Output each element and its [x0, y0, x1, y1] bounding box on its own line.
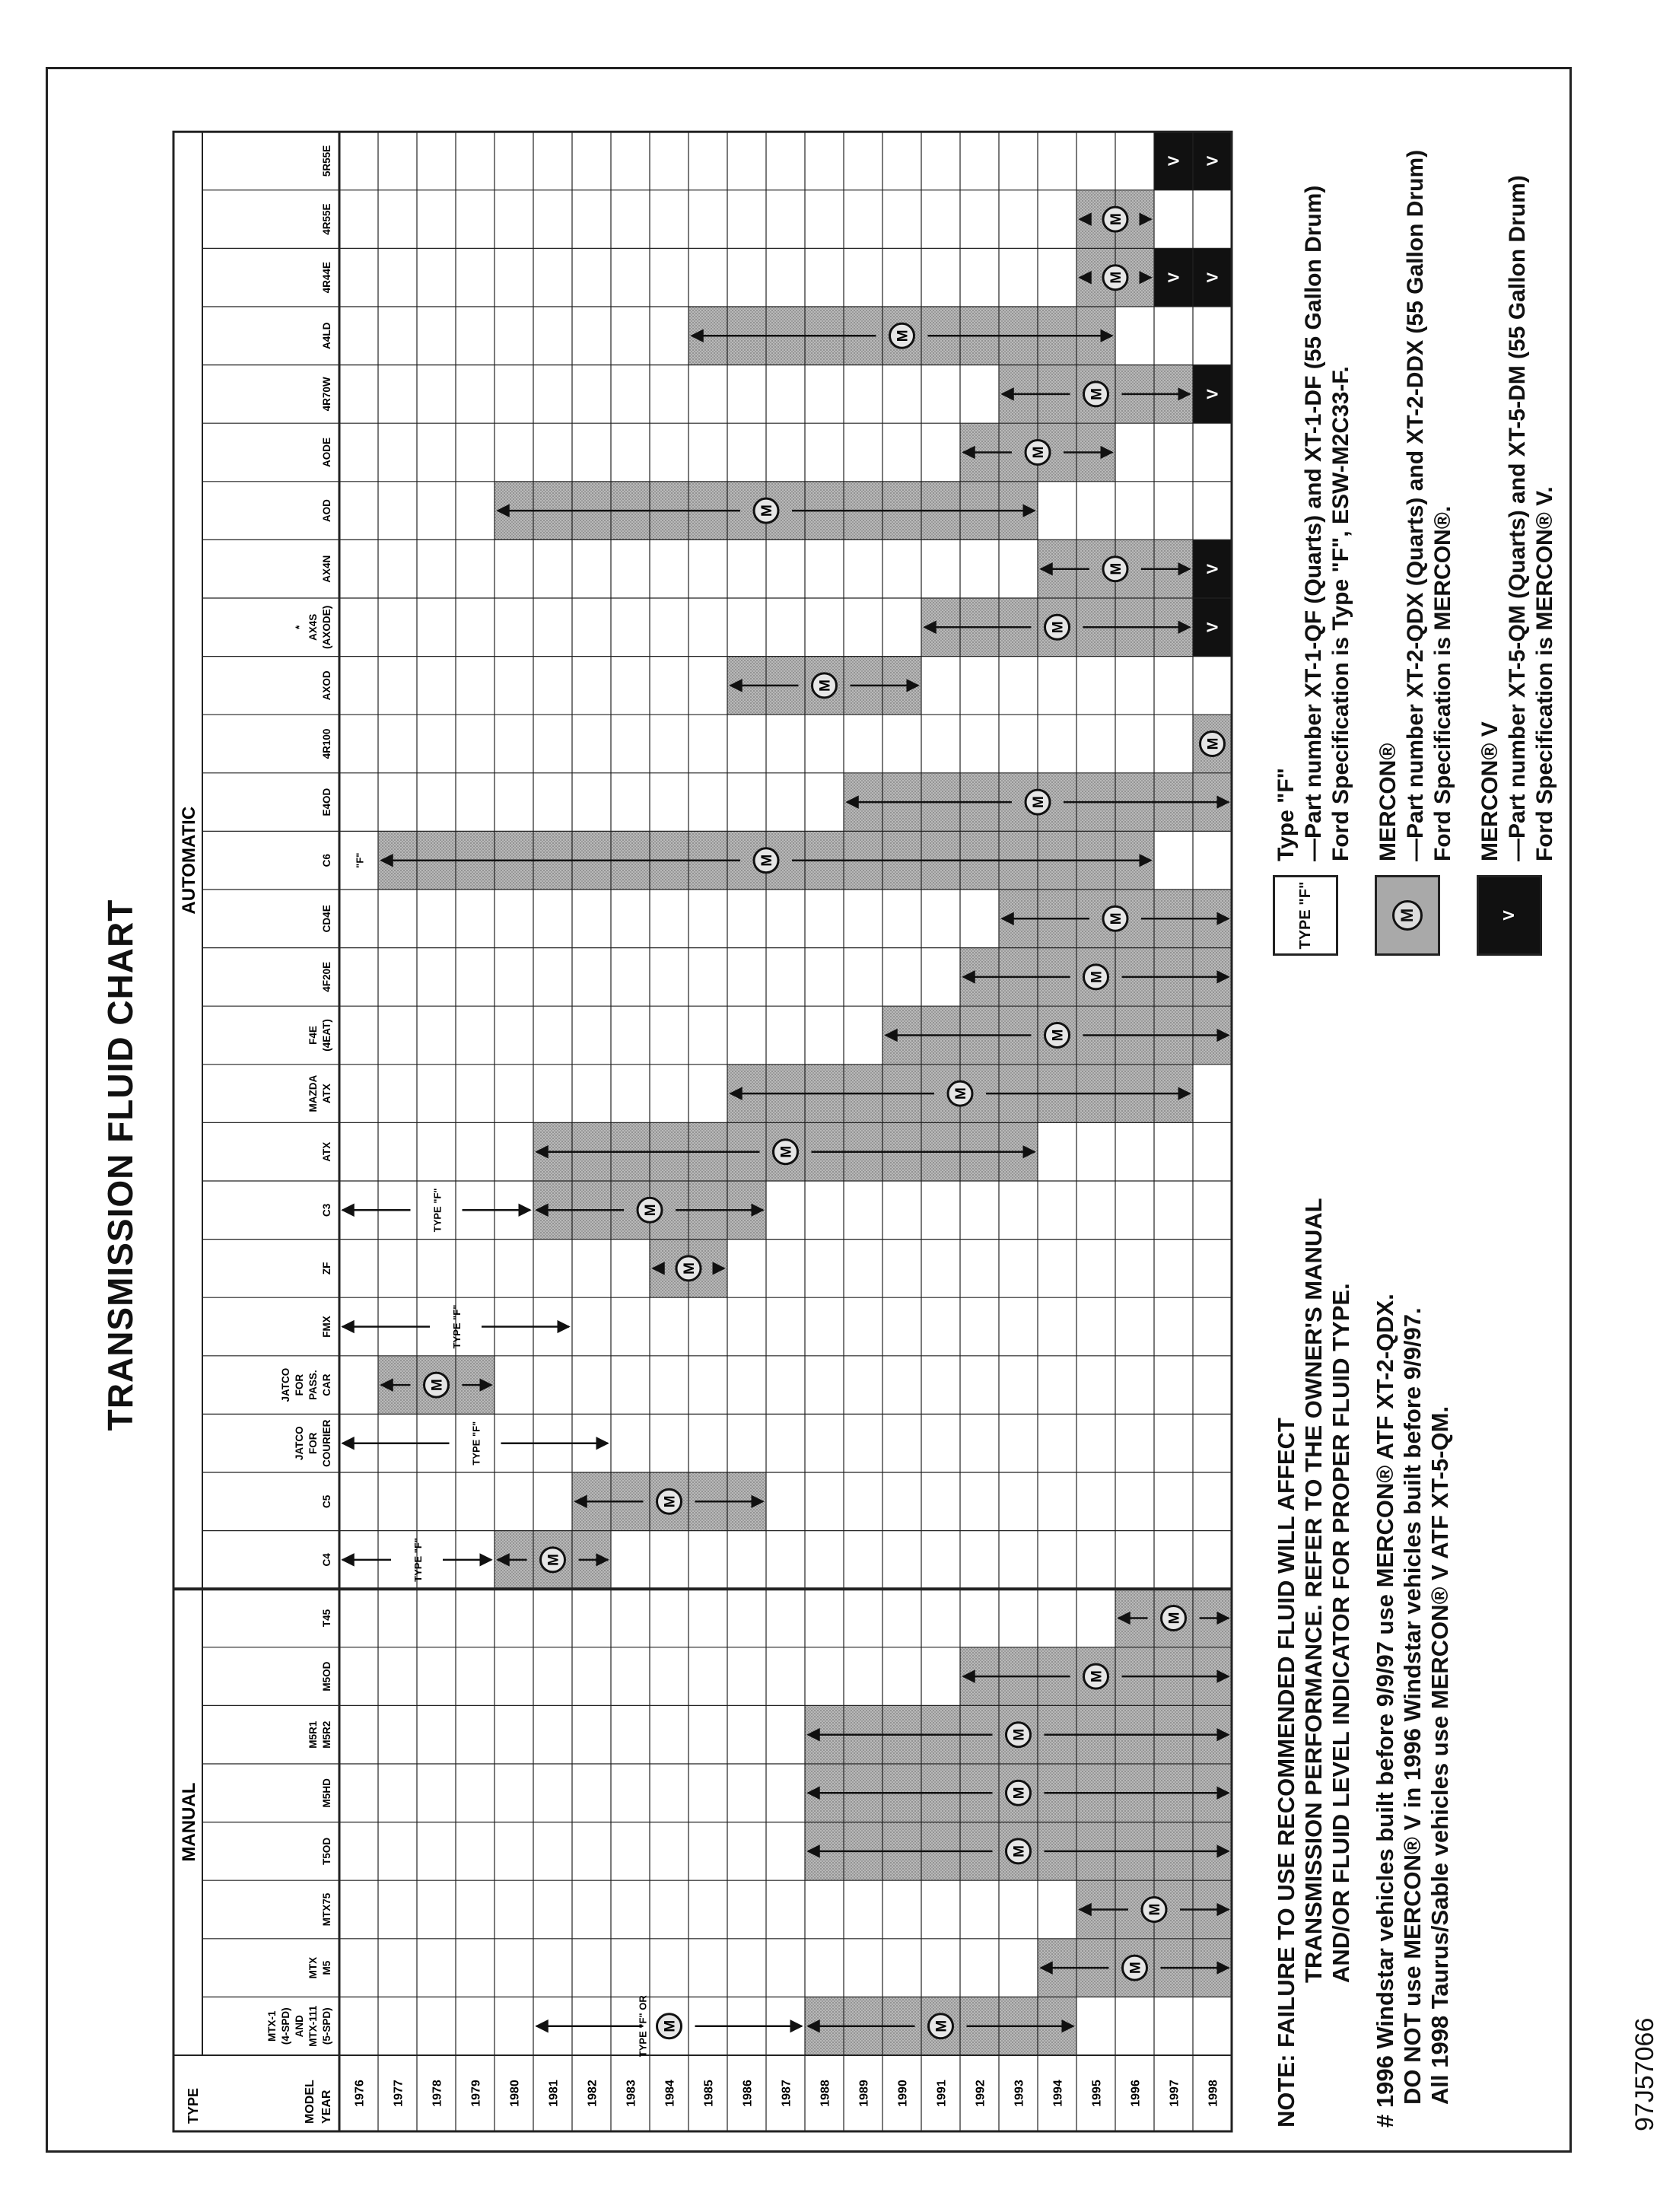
legend-description: —Part number XT-2-QDX (Quarts) and XT-2-DDX (55 Gallon Drum) Ford Specification is MERCON®.	[1403, 149, 1455, 861]
column-header-5: M5R2	[321, 1720, 332, 1749]
header-model-label: MODEL	[304, 2080, 316, 2124]
mercon-v-marker: V	[1204, 389, 1222, 399]
year-label: 1985	[702, 2080, 716, 2107]
legend-heading: Type "F"	[1274, 768, 1299, 861]
legend-heading: MERCON®	[1375, 743, 1401, 861]
column-header-0: (4-SPD)	[280, 2007, 291, 2045]
mercon-marker: M	[1050, 621, 1067, 634]
column-header-12: FMX	[321, 1316, 332, 1338]
column-header-1: MTX	[307, 1956, 319, 1979]
legend-heading: MERCON® V	[1477, 721, 1503, 861]
mercon-marker: M	[1011, 1787, 1028, 1800]
notes-block	[1273, 971, 1454, 2128]
year-label: 1991	[935, 2080, 949, 2107]
year-label: 1977	[392, 2080, 405, 2107]
year-label: 1982	[586, 2080, 599, 2107]
mercon-marker: M	[759, 504, 775, 517]
chart-frame	[46, 67, 1659, 2153]
mercon-marker: M	[817, 679, 834, 692]
column-header-24: (AXODE)	[321, 605, 332, 649]
column-header-11: FOR	[294, 1373, 305, 1396]
column-header-18: 4F20E	[321, 962, 332, 992]
mercon-marker: M	[1108, 562, 1124, 575]
note-line: AND/OR FLUID LEVEL INDICATOR FOR PROPER FLUID TYPE.	[1328, 1283, 1354, 1983]
year-label: 1978	[431, 2080, 444, 2107]
year-label: 1998	[1207, 2080, 1220, 2107]
type-f-marker: TYPE "F"	[470, 1421, 482, 1466]
mercon-marker: M	[1089, 970, 1105, 983]
column-header-11: JATCO	[280, 1367, 291, 1402]
type-f-marker: "F"	[354, 852, 366, 868]
column-header-16: MAZDA	[307, 1074, 319, 1112]
legend-mercon-v	[1477, 134, 1559, 956]
mercon-v-marker: V	[1165, 272, 1183, 283]
year-label: 1989	[857, 2080, 871, 2107]
legend-type-f	[1273, 134, 1355, 956]
year-label: 1993	[1013, 2080, 1026, 2107]
mercon-marker: M	[545, 1553, 562, 1566]
column-header-10: FOR	[307, 1432, 319, 1454]
mercon-marker: M	[1031, 446, 1047, 459]
footnote-line: All 1998 Taurus/Sable vehicles use MERCON® V ATF XT-5-QM.	[1426, 1405, 1453, 2105]
footnote-line: # 1996 Windstar vehicles built before 9/9/97 use MERCON® ATF XT-2-QDX.	[1372, 1294, 1398, 2128]
column-header-22: 4R100	[321, 728, 332, 759]
type-f-marker: TYPE "F"	[431, 1188, 444, 1233]
column-header-28: 4R70W	[321, 377, 332, 412]
mercon-marker: M	[1205, 737, 1222, 750]
column-header-16: ATX	[321, 1084, 332, 1104]
column-header-2: MTX75	[321, 1892, 332, 1927]
footnote	[1372, 971, 1454, 2128]
year-label: 1979	[469, 2080, 483, 2107]
year-label: 1981	[547, 2080, 561, 2107]
group-label-manual: MANUAL	[179, 1782, 199, 1862]
column-header-15: ATX	[321, 1141, 332, 1162]
mercon-v-marker: V	[1204, 155, 1222, 167]
mercon-m-icon: M	[1392, 900, 1423, 931]
column-header-5: M5R1	[307, 1720, 319, 1749]
mercon-marker: M	[1166, 1612, 1183, 1625]
mercon-marker: M	[643, 1204, 659, 1217]
column-header-25: AX4N	[321, 555, 332, 583]
year-label: 1987	[780, 2080, 793, 2107]
mercon-marker: M	[933, 2019, 950, 2032]
rotated-chart-page	[90, 123, 1573, 2207]
year-label: 1996	[1129, 2080, 1143, 2107]
mercon-marker: M	[895, 329, 911, 342]
year-label: 1992	[974, 2080, 987, 2107]
mercon-marker: M	[429, 1379, 446, 1392]
mercon-marker: M	[1011, 1728, 1028, 1741]
column-header-24: *	[294, 625, 305, 629]
year-label: 1990	[896, 2080, 910, 2107]
mercon-marker: M	[682, 1262, 698, 1275]
column-header-26: AOD	[321, 499, 332, 523]
column-header-13: ZF	[321, 1262, 332, 1275]
recommended-fluid-note	[1273, 971, 1355, 2128]
year-label: 1994	[1051, 2080, 1065, 2107]
mercon-marker: M	[1050, 1029, 1067, 1042]
mercon-marker: M	[759, 854, 775, 867]
note-line: TRANSMISSION PERFORMANCE. REFER TO THE OWNER'S MANUAL	[1300, 1198, 1327, 1983]
mercon-marker: M	[1031, 796, 1047, 809]
type-f-marker: TYPE "F"	[451, 1304, 463, 1349]
column-header-17: (4EAT)	[321, 1019, 332, 1052]
column-header-10: COURIER	[321, 1419, 332, 1467]
mercon-marker: M	[953, 1087, 969, 1100]
mercon-marker: M	[662, 2019, 679, 2032]
column-header-14: C3	[321, 1203, 332, 1217]
legend-swatch-type-f: TYPE "F"	[1273, 875, 1338, 956]
year-label: 1997	[1168, 2080, 1181, 2107]
mercon-marker: M	[1147, 1903, 1163, 1916]
mercon-v-marker: V	[1204, 564, 1222, 574]
column-header-6: M5OD	[321, 1661, 332, 1692]
column-header-17: F4E	[307, 1026, 319, 1045]
page-title: TRANSMISSION FLUID CHART	[100, 899, 140, 1431]
column-header-30: 4R44E	[321, 262, 332, 294]
column-header-11: PASS.	[307, 1370, 319, 1400]
legend-description: —Part number XT-1-QF (Quarts) and XT-1-DF (55 Gallon Drum) Ford Specification is Type "F", ESW-M2C33-F.	[1301, 185, 1353, 861]
column-header-24: AX4S	[307, 613, 319, 641]
mercon-marker: M	[1089, 1670, 1105, 1683]
mercon-marker: M	[662, 1495, 679, 1508]
year-label: 1983	[625, 2080, 638, 2107]
year-label: 1988	[819, 2080, 832, 2107]
column-header-20: C6	[321, 854, 332, 867]
column-header-10: JATCO	[294, 1426, 305, 1461]
fluid-chart-grid	[151, 123, 1269, 2207]
type-f-marker: TYPE "F"	[412, 1537, 424, 1582]
column-header-23: AXOD	[321, 670, 332, 701]
year-label: 1995	[1090, 2080, 1104, 2107]
column-header-4: M5HD	[321, 1778, 332, 1808]
column-header-19: CD4E	[321, 905, 332, 933]
document-id: 97J57066	[1630, 2017, 1659, 2131]
column-header-8: C4	[321, 1553, 332, 1567]
column-header-7: T45	[321, 1609, 332, 1628]
mercon-marker: M	[1127, 1962, 1144, 1975]
mercon-marker: M	[1108, 271, 1124, 284]
header-year-label: YEAR	[320, 2089, 333, 2124]
column-header-0: MTX-111	[307, 2005, 319, 2047]
column-header-9: C5	[321, 1494, 332, 1508]
legend-swatch-mercon-v: V	[1477, 875, 1542, 956]
column-header-0: MTX-1	[266, 2010, 278, 2042]
column-header-31: 4R55E	[321, 203, 332, 235]
year-label: 1984	[663, 2080, 677, 2107]
year-label: 1980	[508, 2080, 522, 2107]
year-label: 1976	[353, 2080, 367, 2107]
mercon-marker: M	[1089, 387, 1105, 400]
legend-mercon	[1375, 134, 1457, 956]
column-header-11: CAR	[321, 1373, 332, 1396]
legend-swatch-mercon	[1375, 875, 1440, 956]
year-label: 1986	[741, 2080, 755, 2107]
column-header-27: AODE	[321, 437, 332, 468]
mercon-marker: M	[1108, 213, 1124, 226]
column-header-21: E4OD	[321, 788, 332, 816]
legend	[1273, 134, 1579, 956]
legend-description: —Part number XT-5-QM (Quarts) and XT-5-DM (55 Gallon Drum) Ford Specification is MERCON® V.	[1505, 175, 1557, 861]
type-f-or-marker: TYPE "F" OR	[637, 1995, 649, 2058]
mercon-v-marker: V	[1165, 155, 1183, 167]
column-header-1: M5	[321, 1960, 332, 1975]
mercon-marker: M	[778, 1145, 795, 1158]
column-header-0: (5-SPD)	[321, 2007, 332, 2045]
mercon-marker: M	[1108, 912, 1124, 925]
footnote-line: DO NOT use MERCON® V in 1996 Windstar vehicles built before 9/9/97.	[1399, 1307, 1426, 2105]
column-header-3: T5OD	[321, 1837, 332, 1865]
header-type-label: TYPE	[186, 2087, 201, 2124]
column-header-32: 5R55E	[321, 145, 332, 177]
group-label-automatic: AUTOMATIC	[179, 806, 199, 915]
mercon-marker: M	[1011, 1844, 1028, 1857]
column-header-0: AND	[294, 2015, 305, 2038]
mercon-v-marker: V	[1204, 622, 1222, 632]
note-line: NOTE: FAILURE TO USE RECOMMENDED FLUID WILL AFFECT	[1273, 1418, 1299, 2128]
column-header-29: A4LD	[321, 322, 332, 349]
mercon-v-marker: V	[1204, 272, 1222, 283]
